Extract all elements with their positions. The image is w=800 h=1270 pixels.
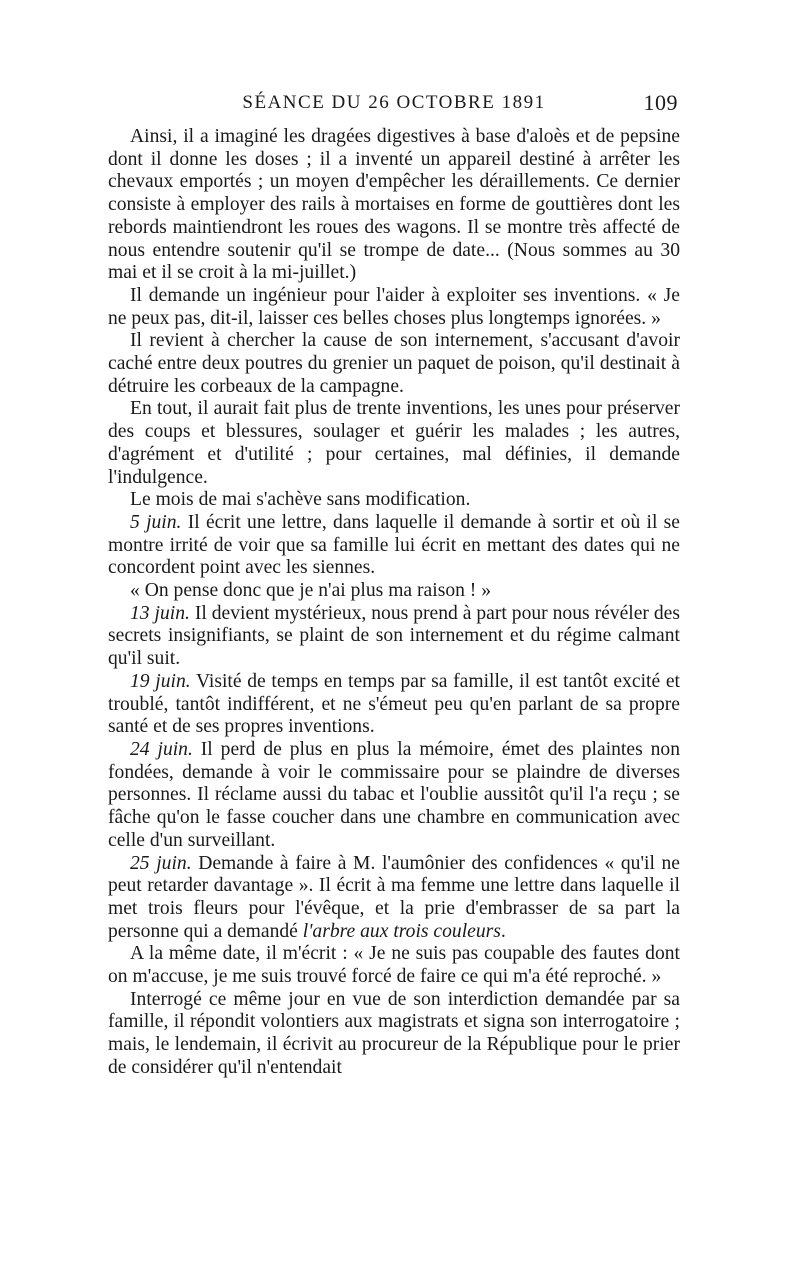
paragraph [108, 580, 680, 603]
paragraph-text: Il perd de plus en plus la mémoire, émet des plaintes non fondées, demande à voir le commissaire pour se plaindre de diverses personnes. Il réclame aussi du tabac et l'oublie aussitôt qu'il l'a reçu ; se fâche qu'on le fasse coucher dans une chambre en communication avec celle d'un surveillant. [108, 738, 680, 851]
dateline: 19 juin. [130, 670, 191, 692]
paragraph [108, 989, 680, 1080]
paragraph [108, 739, 680, 853]
paragraph [108, 671, 680, 739]
dateline: 13 juin. [130, 602, 190, 624]
paragraph [108, 853, 680, 944]
italic-phrase: l'arbre aux trois couleurs [302, 920, 501, 942]
dateline: 24 juin. [130, 738, 193, 760]
page [108, 90, 680, 1080]
paragraph [108, 285, 680, 330]
paragraph-text: « On pense donc que je n'ai plus ma raison ! » [130, 580, 492, 602]
running-head [108, 90, 680, 120]
dateline: 5 juin. [130, 511, 182, 533]
paragraph-text: Il devient mystérieux, nous prend à part pour nous révéler des secrets insignifiants, se plaint de son internement et du régime calmant qu'il suit. [108, 602, 681, 670]
page-number: 109 [643, 90, 678, 115]
paragraph [108, 398, 680, 489]
paragraph-text: . [500, 920, 506, 942]
paragraph-text: Visité de temps en temps par sa famille, il est tantôt excité et troublé, tantôt indifférent, et ne s'émeut peu qu'en parlant de sa propre santé et de ses propres inventions. [108, 670, 680, 738]
paragraph-text: En tout, il aurait fait plus de trente inventions, les unes pour préserver des coups et blessures, soulager et guérir les malades ; les autres, d'agrément et d'utilité ; pour certaines, mal définies, il demande l'indulgence. [108, 398, 680, 488]
paragraph-text: Interrogé ce même jour en vue de son interdiction demandée par sa famille, il répondit volontiers aux magistrats et signa son interrogatoire ; mais, le lendemain, il écrivit au procureur de la République pour le prier de considérer qu'il n'entendait [108, 988, 680, 1078]
dateline: 25 juin. [130, 852, 192, 874]
paragraph-text: Le mois de mai s'achève sans modification. [130, 489, 471, 511]
paragraph-text: Il revient à chercher la cause de son internement, s'accusant d'avoir caché entre deux poutres du grenier un paquet de poison, qu'il destinait à détruire les corbeaux de la campagne. [108, 330, 680, 397]
paragraph-text: Ainsi, il a imaginé les dragées digestives à base d'aloès et de pepsine dont il donne les doses ; il a inventé un appareil destiné à arrêter les chevaux emportés ; un moyen d'empêcher les déraillements. Ce dernier consiste à employer des rails à mortaises en forme de gouttières dont les rebords maintiendront les roues des wagons. Il se montre très affecté de nous entendre soutenir qu'il se trompe de date... (Nous sommes au 30 mai et il se croit à la mi-juillet.) [108, 126, 680, 284]
paragraph [108, 489, 680, 512]
running-title: SÉANCE DU 26 OCTOBRE 1891 [242, 92, 546, 113]
paragraph [108, 330, 680, 398]
paragraph [108, 943, 680, 988]
paragraph-text: Demande à faire à M. l'aumônier des confidences « qu'il ne peut retarder davantage ». Il écrit à ma femme une lettre dans laquelle il met trois fleurs pour l'évêque, et la prie d'embrasser de sa part la personne qui a demandé [108, 852, 680, 942]
paragraph-text: Il écrit une lettre, dans laquelle il demande à sortir et où il se montre irrité de voir que sa famille lui écrit en mettant des dates qui ne concordent point avec les siennes. [108, 511, 680, 579]
paragraph [108, 126, 680, 285]
paragraph [108, 603, 680, 671]
paragraph-text: Il demande un ingénieur pour l'aider à exploiter ses inventions. « Je ne peux pas, dit-il, laisser ces belles choses plus longtemps ignorées. » [108, 284, 680, 329]
paragraph [108, 512, 680, 580]
paragraph-text: A la même date, il m'écrit : « Je ne suis pas coupable des fautes dont on m'accuse, je me suis trouvé forcé de faire ce qui m'a été reproché. » [108, 943, 680, 988]
body-text [108, 126, 680, 1080]
